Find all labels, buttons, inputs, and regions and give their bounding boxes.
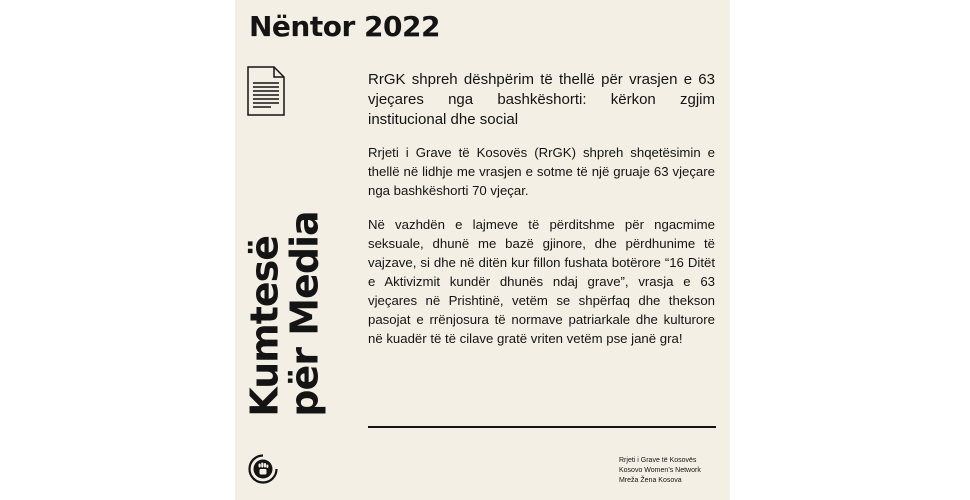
vertical-title-wrap — [241, 195, 329, 433]
organization-names — [619, 456, 701, 486]
date-heading: Nëntor 2022 — [249, 10, 440, 43]
divider-line — [368, 426, 716, 428]
vertical-title — [245, 211, 325, 416]
fist-logo-icon — [247, 453, 279, 485]
document-icon — [247, 66, 285, 116]
paragraph-2: Në vazhdën e lajmeve të përditshme për ngacmime seksuale, dhunë me bazë gjinore, dhe përdhunime të vajzave, si dhe në ditën kur fillon fushata botërore “16 Ditët e Aktivizmit kundër dhunës ndaj grave”, vrasja e 63 vjeçares në Prishtinë, vetëm se shpërfaq dhe thekson pasojat e rrënjosura të normave patriarkale dhe kulturore në kuadër të të cilave gratë vriten vetëm pse janë gra! — [368, 217, 715, 346]
vertical-title-line-2: për Media — [283, 211, 327, 417]
org-name-serbian: Mreža Žena Kosova — [619, 477, 682, 484]
org-name-english: Kosovo Women’s Network — [619, 467, 701, 474]
org-name-albanian: Rrjeti i Grave të Kosovës — [619, 457, 697, 464]
vertical-title-line-1: Kumtesë — [243, 235, 287, 417]
headline: RrGK shpreh dëshpërim të thellë për vrasjen e 63 vjeçares nga bashkëshorti: kërkon zgjim institucional dhe social — [368, 71, 715, 128]
article-body — [368, 70, 715, 363]
press-release-card — [235, 0, 730, 500]
paragraph-1: Rrjeti i Grave të Kosovës (RrGK) shpreh shqetësimin e thellë në lidhje me vrasjen e sotme të një gruaje 63 vjeçare nga bashkëshorti 70 vjeçar. — [368, 145, 715, 198]
